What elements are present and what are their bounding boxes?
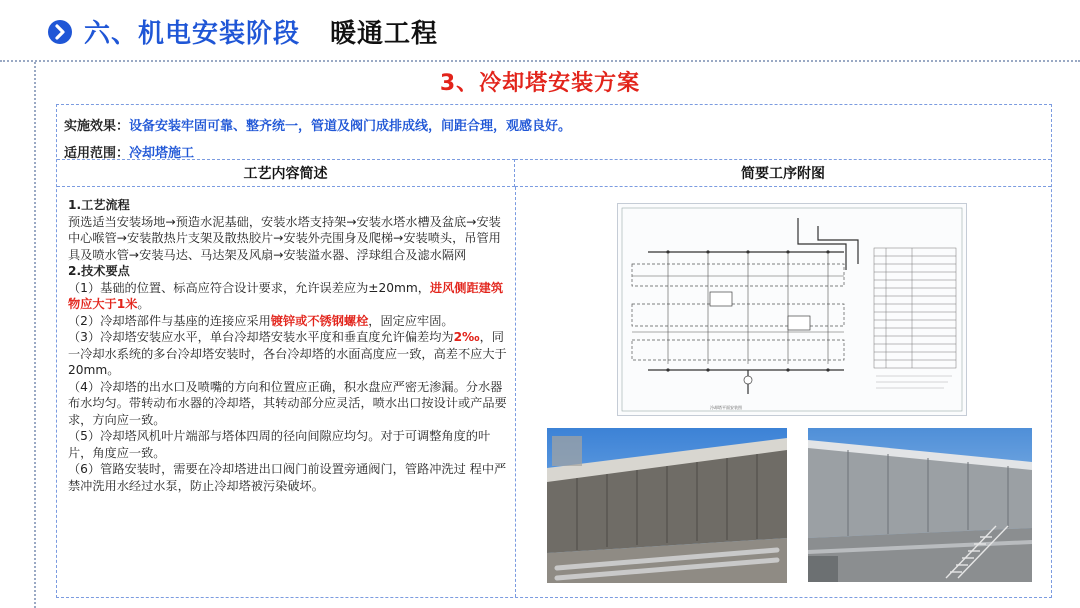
photo-2-graphic — [808, 428, 1032, 582]
left-divider — [34, 62, 36, 608]
tech-point-1-highlight: 进风侧距建筑物应大于1米 — [68, 280, 504, 311]
tech-point-2-text: （2）冷却塔部件与基座的连接应采用 — [68, 313, 271, 328]
tech-point-1-end: 。 — [137, 297, 150, 311]
process-description — [68, 197, 508, 494]
tech-point-1 — [68, 280, 508, 313]
chevron-circle-icon — [48, 20, 72, 44]
cooling-tower-plan-drawing — [617, 203, 967, 416]
column-header-figures: 简要工序附图 — [515, 159, 1051, 187]
column-header-process: 工艺内容简述 — [57, 159, 515, 187]
scope-label: 适用范围： — [64, 146, 130, 161]
tech-point-3-highlight: 2‰ — [453, 330, 480, 344]
effect-label: 实施效果： — [64, 119, 130, 134]
section-heading: 六、机电安装阶段 — [84, 19, 301, 49]
tech-point-5: （5）冷却塔风机叶片端部与塔体四周的径向间隙应均匀。对于可调整角度的叶片，角度应一致。 — [68, 429, 491, 460]
tech-point-6: （6）管路安装时，需要在冷却塔进出口阀门前设置旁通阀门，管路冲洗过 程中严禁冲洗用水经过水泵，防止冷却塔被污染破坏。 — [68, 462, 507, 493]
tech-point-4: （4）冷却塔的出水口及喷嘴的方向和位置应正确，积水盘应严密无渗漏。分水器布水均匀。带转动布水器的冷却塔，其转动部分应灵活，喷水出口按设计或产品要求，方向应一致。 — [68, 379, 507, 427]
drawing-caption: 冷却塔平面安装图 — [710, 405, 742, 410]
effect-value: 设备安装牢固可靠、整齐统一，管道及阀门成排成线，间距合理，观感良好。 — [129, 119, 572, 134]
tech-heading: 2.技术要点 — [68, 264, 130, 278]
plan-drawing-graphic — [618, 204, 966, 415]
header-divider — [0, 60, 1080, 62]
process-flow-text: 预选适当安装场地→预造水泥基础，安装水塔支持架→安装水塔水槽及盆底→安装中心喉管→安装散热片支架及散热胶片→安装外壳围身及爬梯→安装喷头，吊管用具及喷水管→安装马达、马达架及风扇→安装溢水器、浮球组合及滤水隔网 — [68, 214, 501, 262]
tech-point-2 — [68, 313, 508, 330]
scope-value: 冷却塔施工 — [129, 146, 195, 161]
tech-point-3 — [68, 329, 508, 379]
page-title: 3、冷却塔安装方案 — [439, 71, 641, 96]
cooling-tower-photo-2 — [808, 428, 1032, 582]
tech-point-1-text: （1）基础的位置、标高应符合设计要求，允许误差应为±20mm， — [68, 280, 430, 295]
tech-point-2-highlight: 镀锌或不锈钢螺栓 — [270, 313, 369, 328]
section-subheading: 暖通工程 — [330, 19, 439, 49]
tech-point-3-text: （3）冷却塔安装应水平，单台冷却塔安装水平度和垂直度允许偏差均为 — [68, 330, 454, 344]
effect-row — [64, 115, 571, 134]
photo-1-graphic — [547, 428, 787, 583]
cooling-tower-photo-1 — [547, 428, 787, 583]
column-divider — [515, 187, 516, 597]
tech-point-3-end: ，同一冷却水系统的多台冷却塔安装时，各台冷却塔的水面高度应一致，高差不应大于20mm。 — [68, 330, 507, 377]
tech-point-2-end: ，固定应牢固。 — [368, 313, 454, 328]
process-heading: 1.工艺流程 — [68, 198, 130, 212]
